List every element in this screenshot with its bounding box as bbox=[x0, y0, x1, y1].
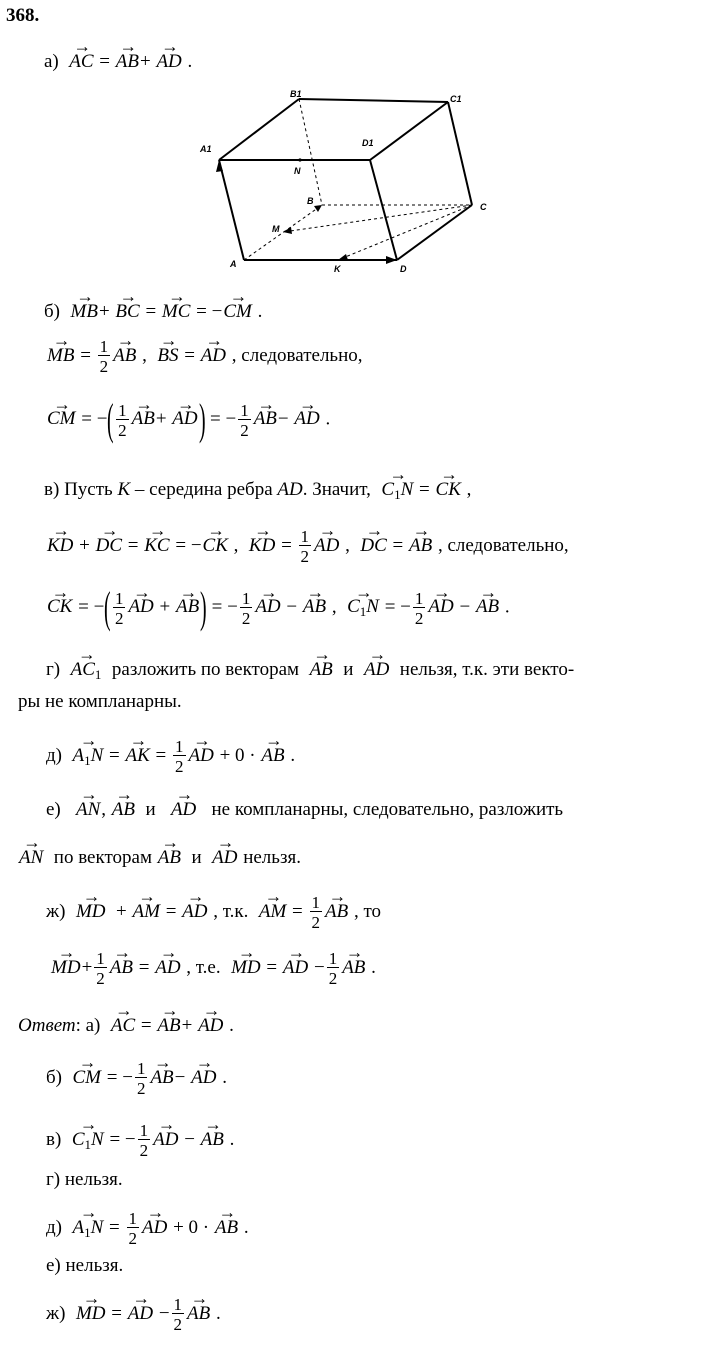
vertex-label-a: A bbox=[230, 259, 237, 269]
edge-ab bbox=[244, 205, 322, 260]
line-b2: → MB = $\frac{1}{2}$ → AB , → BS = → AD , следовательно, bbox=[46, 338, 363, 375]
line-v2: → KD + → DC = → KC = −→ CK , → KD = $\frac{1}{2}$ → AD , → DC = → AB , следовательно, bbox=[46, 528, 569, 565]
answer-zh: ж) → MD = → AD − $\frac{1}{2}$ → AB . bbox=[46, 1296, 221, 1333]
edge-d1d bbox=[370, 160, 397, 260]
line-b1: б) → MB+ → BC = → MC = −→ CM . bbox=[44, 302, 262, 321]
line-v1: в) Пусть K – середина ребра AD. Значит, → $C_1N$ = → CK , bbox=[44, 480, 471, 501]
line-v3: → CK = −( $\frac{1}{2}$ → AD + → AB) = − $\frac{1}{2}$ → AD − → AB , → $C_1N$ = − $\frac{1}{2}$ → AD − → AB . bbox=[46, 586, 510, 630]
edge-d1c1 bbox=[370, 102, 448, 160]
vertex-label-n: N bbox=[294, 166, 301, 176]
answer-a: Ответ: а) → AC = → AB+ → AD . bbox=[18, 1016, 234, 1035]
answer-e: е) нельзя. bbox=[46, 1255, 124, 1276]
vertex-label-k: K bbox=[334, 264, 341, 274]
vertex-label-c: C bbox=[480, 202, 487, 212]
line-a: а) → AC = → AB+ → AD . bbox=[44, 52, 192, 71]
vertex-label-b1: B1 bbox=[290, 89, 302, 99]
answer-b: б) → CM = − $\frac{1}{2}$ → AB− → AD . bbox=[46, 1060, 227, 1097]
line-b3: → CM = −( $\frac{1}{2}$ → AB+ → AD) = − $\frac{1}{2}$ → AB− → AD . bbox=[46, 398, 330, 442]
edge-dc bbox=[397, 205, 472, 260]
edge-a1a bbox=[219, 160, 244, 260]
edge-b1a1 bbox=[219, 99, 299, 160]
answer-v: $в) \to C_1N$ = − $\frac{1}{2}$ → AD − → AB . bbox=[46, 1122, 234, 1159]
line-zh1: ж) → MD + → AM = → AD , т.к. → AM = $\frac{1}{2}$ → AB , то bbox=[46, 894, 381, 931]
vertex-label-d: D bbox=[400, 264, 407, 274]
edge-b1c1 bbox=[299, 99, 448, 102]
line-e1: е) → AN, → AB и → AD не компланарны, следовательно, разложить bbox=[46, 800, 563, 819]
line-zh2: → MD+ $\frac{1}{2}$ → AB = → AD , т.е. → MD = → AD − $\frac{1}{2}$ → AB . bbox=[50, 950, 376, 987]
segment-cm bbox=[283, 205, 472, 232]
vertex-label-a1: A1 bbox=[200, 144, 212, 154]
line-g1: $г) \to AC_1$ разложить по векторам → AB и → AD нельзя, т.к. эти векто- bbox=[46, 660, 574, 681]
parallelepiped-figure bbox=[190, 80, 490, 280]
vertex-label-c1: C1 bbox=[450, 94, 462, 104]
vertex-label-m: M bbox=[272, 224, 280, 234]
segment-ck bbox=[338, 205, 472, 260]
vertex-label-b: B bbox=[307, 196, 314, 206]
vertex-label-d1: D1 bbox=[362, 138, 374, 148]
edge-b1b bbox=[299, 99, 322, 205]
line-d: $д) \to A_1N$ = → AK = $\frac{1}{2}$ → AD + 0 · → AB . bbox=[46, 738, 295, 775]
line-g2: ры не компланарны. bbox=[18, 691, 182, 712]
edge-c1c bbox=[448, 102, 472, 205]
problem-number: 368. bbox=[6, 5, 40, 26]
answer-d: $д) \to A_1N$ = $\frac{1}{2}$ → AD + 0 · → AB . bbox=[46, 1210, 249, 1247]
line-e2: → AN по векторам → AB и → AD нельзя. bbox=[18, 848, 301, 867]
answer-g: г) нельзя. bbox=[46, 1169, 123, 1190]
